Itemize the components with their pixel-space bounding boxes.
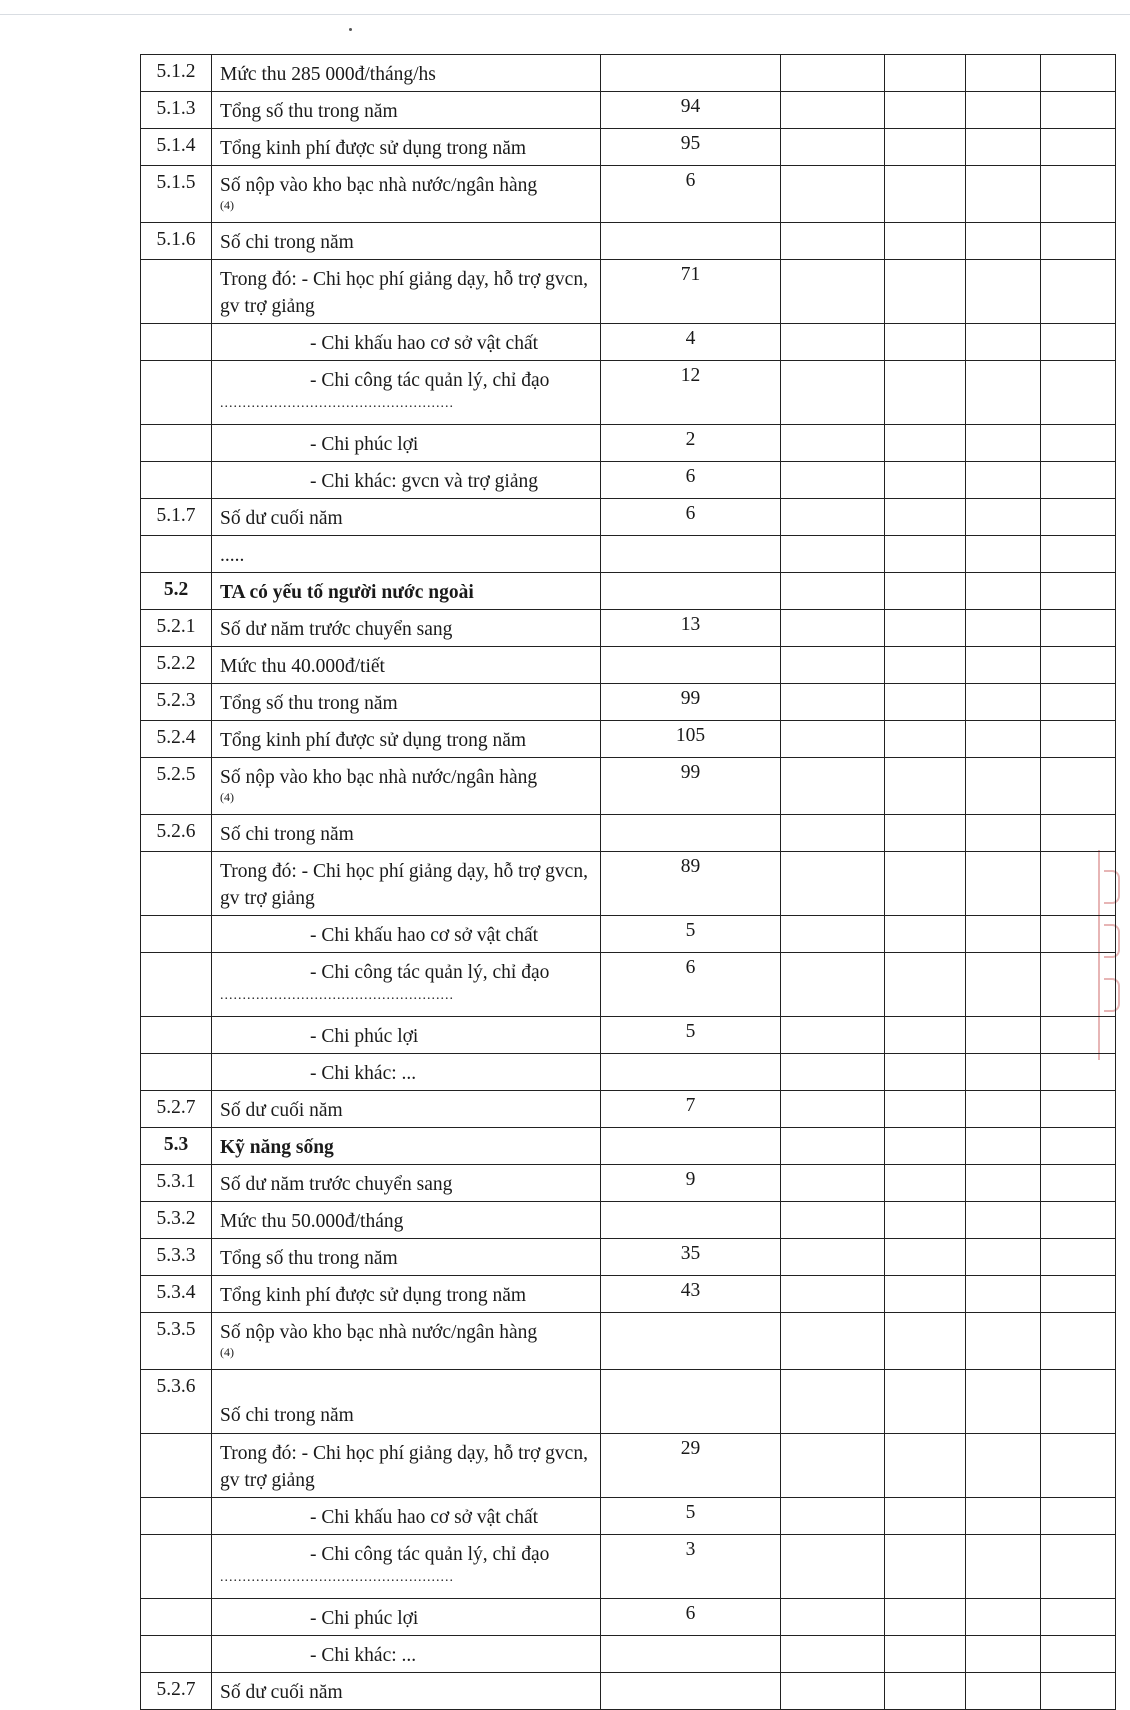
row-text: Số nộp vào kho bạc nhà nước/ngân hàng — [220, 1322, 538, 1343]
row-value: 6 — [601, 499, 781, 536]
row-text: Số nộp vào kho bạc nhà nước/ngân hàng — [220, 175, 538, 196]
row-value: 5 — [601, 1017, 781, 1054]
table-row — [141, 1054, 1116, 1091]
row-value: 5 — [601, 1498, 781, 1535]
table-row — [141, 1276, 1116, 1313]
row-code — [141, 852, 212, 916]
row-code — [141, 361, 212, 425]
table-row — [141, 1370, 1116, 1434]
row-code: 5.3.3 — [141, 1239, 212, 1276]
row-value — [601, 815, 781, 852]
row-text: Mức thu 40.000đ/tiết — [212, 647, 601, 684]
table-row — [141, 1239, 1116, 1276]
row-value — [601, 536, 781, 573]
row-value — [601, 573, 781, 610]
row-text: Tổng số thu trong năm — [212, 92, 601, 129]
row-text: ..... — [212, 536, 601, 573]
row-text: - Chi công tác quản lý, chỉ đạo — [310, 962, 550, 983]
row-value: 4 — [601, 324, 781, 361]
table-row — [141, 1636, 1116, 1673]
row-value: 6 — [601, 953, 781, 1017]
row-code: 5.1.5 — [141, 166, 212, 223]
row-code: 5.2.1 — [141, 610, 212, 647]
row-value: 6 — [601, 1599, 781, 1636]
row-code: 5.2.7 — [141, 1091, 212, 1128]
row-text: - Chi khấu hao cơ sở vật chất — [310, 1507, 539, 1528]
table-row — [141, 815, 1116, 852]
row-code — [141, 1535, 212, 1599]
page-top-rule — [0, 14, 1130, 15]
section-title: TA có yếu tố người nước ngoài — [212, 573, 601, 610]
row-text-cell — [212, 1313, 601, 1370]
row-code: 5.1.7 — [141, 499, 212, 536]
row-code: 5.3.2 — [141, 1202, 212, 1239]
row-value: 89 — [601, 852, 781, 916]
row-code — [141, 916, 212, 953]
table-row — [141, 1535, 1116, 1599]
row-value: 95 — [601, 129, 781, 166]
table-row — [141, 223, 1116, 260]
dotted-leader: .................................................... — [220, 396, 454, 411]
row-code — [141, 1017, 212, 1054]
table-row — [141, 1434, 1116, 1498]
row-value — [601, 1636, 781, 1673]
row-value — [601, 647, 781, 684]
row-value: 35 — [601, 1239, 781, 1276]
row-text: Số dư cuối năm — [212, 1091, 601, 1128]
row-text: - Chi khấu hao cơ sở vật chất — [310, 333, 539, 354]
row-text-cell — [212, 1370, 601, 1434]
row-value — [601, 1202, 781, 1239]
row-code: 5.2.3 — [141, 684, 212, 721]
row-text: Mức thu 285 000đ/tháng/hs — [212, 55, 601, 92]
row-value: 6 — [601, 462, 781, 499]
row-text: - Chi công tác quản lý, chỉ đạo — [310, 370, 550, 391]
table-row — [141, 425, 1116, 462]
row-code — [141, 425, 212, 462]
section-header-row — [141, 1128, 1116, 1165]
row-value: 71 — [601, 260, 781, 324]
table-row — [141, 1599, 1116, 1636]
table-row — [141, 324, 1116, 361]
row-text: Số chi trong năm — [220, 1405, 354, 1426]
row-text: Trong đó: - Chi học phí giảng dạy, hỗ trợ gvcn, gv trợ giảng — [212, 1434, 601, 1498]
table-row — [141, 916, 1116, 953]
row-value: 2 — [601, 425, 781, 462]
table-row — [141, 1091, 1116, 1128]
row-code: 5.2 — [141, 573, 212, 610]
row-code: 5.2.2 — [141, 647, 212, 684]
row-value — [601, 1673, 781, 1710]
row-value — [601, 1054, 781, 1091]
row-text: Số chi trong năm — [212, 815, 601, 852]
row-code: 5.2.4 — [141, 721, 212, 758]
row-text: - Chi công tác quản lý, chỉ đạo — [310, 1544, 550, 1565]
row-code — [141, 260, 212, 324]
row-code — [141, 324, 212, 361]
row-text-cell — [212, 758, 601, 815]
table-row — [141, 1202, 1116, 1239]
table-row — [141, 647, 1116, 684]
table-row — [141, 129, 1116, 166]
row-text: Số dư năm trước chuyển sang — [212, 1165, 601, 1202]
dotted-leader: .................................................... — [220, 988, 454, 1003]
row-text: Trong đó: - Chi học phí giảng dạy, hỗ trợ gvcn, gv trợ giảng — [212, 852, 601, 916]
row-text: Tổng kinh phí được sử dụng trong năm — [212, 1276, 601, 1313]
row-code: 5.3.4 — [141, 1276, 212, 1313]
section-header-row — [141, 573, 1116, 610]
row-text: Số dư năm trước chuyển sang — [212, 610, 601, 647]
row-text: - Chi phúc lợi — [310, 434, 419, 455]
dotted-leader: .................................................... — [220, 1570, 454, 1585]
row-text: Tổng kinh phí được sử dụng trong năm — [212, 129, 601, 166]
table-row — [141, 610, 1116, 647]
table-row — [141, 758, 1116, 815]
row-value: 5 — [601, 916, 781, 953]
row-code — [141, 536, 212, 573]
row-text-cell — [212, 166, 601, 223]
table-row — [141, 536, 1116, 573]
row-code: 5.2.7 — [141, 1673, 212, 1710]
row-code: 5.3.5 — [141, 1313, 212, 1370]
row-text: - Chi phúc lợi — [310, 1026, 419, 1047]
row-code — [141, 953, 212, 1017]
row-text: - Chi phúc lợi — [310, 1608, 419, 1629]
table-row — [141, 953, 1116, 1017]
table-row — [141, 721, 1116, 758]
row-value: 9 — [601, 1165, 781, 1202]
row-code — [141, 1498, 212, 1535]
row-text: Tổng số thu trong năm — [212, 684, 601, 721]
row-value: 3 — [601, 1535, 781, 1599]
row-value: 7 — [601, 1091, 781, 1128]
row-value: 29 — [601, 1434, 781, 1498]
row-code: 5.3.1 — [141, 1165, 212, 1202]
table-row — [141, 684, 1116, 721]
row-value: 12 — [601, 361, 781, 425]
row-code: 5.1.3 — [141, 92, 212, 129]
table-row — [141, 55, 1116, 92]
row-text: Số nộp vào kho bạc nhà nước/ngân hàng — [220, 767, 538, 788]
table-row — [141, 166, 1116, 223]
row-code — [141, 1636, 212, 1673]
row-text: Tổng kinh phí được sử dụng trong năm — [212, 721, 601, 758]
section-title: Kỹ năng sống — [212, 1128, 601, 1165]
row-code: 5.2.6 — [141, 815, 212, 852]
table-row — [141, 499, 1116, 536]
table-row — [141, 92, 1116, 129]
row-text: Tổng số thu trong năm — [212, 1239, 601, 1276]
table-row — [141, 1165, 1116, 1202]
row-value: 13 — [601, 610, 781, 647]
row-text: Số dư cuối năm — [212, 1673, 601, 1710]
row-text: Mức thu 50.000đ/tháng — [212, 1202, 601, 1239]
row-value — [601, 1313, 781, 1370]
footnote-ref: (4) — [220, 790, 234, 804]
table-row — [141, 260, 1116, 324]
table-row — [141, 1313, 1116, 1370]
row-value — [601, 55, 781, 92]
row-code: 5.3 — [141, 1128, 212, 1165]
row-code: 5.3.6 — [141, 1370, 212, 1434]
row-value — [601, 223, 781, 260]
row-value: 99 — [601, 758, 781, 815]
row-code: 5.1.6 — [141, 223, 212, 260]
row-text: - Chi khác: ... — [310, 1063, 417, 1084]
row-text: Số dư cuối năm — [212, 499, 601, 536]
row-text: Trong đó: - Chi học phí giảng dạy, hỗ trợ gvcn, gv trợ giảng — [212, 260, 601, 324]
row-text: - Chi khác: gvcn và trợ giảng — [310, 471, 539, 492]
finance-table — [140, 54, 1116, 1710]
table-row — [141, 462, 1116, 499]
table-row — [141, 1673, 1116, 1710]
row-text: Số chi trong năm — [212, 223, 601, 260]
table-row — [141, 852, 1116, 916]
footnote-ref: (4) — [220, 1345, 234, 1359]
scan-speck — [349, 28, 352, 31]
row-code: 5.1.4 — [141, 129, 212, 166]
row-value: 105 — [601, 721, 781, 758]
table-row — [141, 1498, 1116, 1535]
table-row — [141, 361, 1116, 425]
row-value: 6 — [601, 166, 781, 223]
table-row — [141, 1017, 1116, 1054]
row-code — [141, 1599, 212, 1636]
row-value: 94 — [601, 92, 781, 129]
row-value — [601, 1128, 781, 1165]
row-code — [141, 1054, 212, 1091]
row-code — [141, 462, 212, 499]
row-value: 43 — [601, 1276, 781, 1313]
row-value — [601, 1370, 781, 1434]
row-value: 99 — [601, 684, 781, 721]
row-text: - Chi khác: ... — [310, 1645, 417, 1666]
row-code: 5.1.2 — [141, 55, 212, 92]
footnote-ref: (4) — [220, 198, 234, 212]
row-text: - Chi khấu hao cơ sở vật chất — [310, 925, 539, 946]
row-code: 5.2.5 — [141, 758, 212, 815]
row-code — [141, 1434, 212, 1498]
